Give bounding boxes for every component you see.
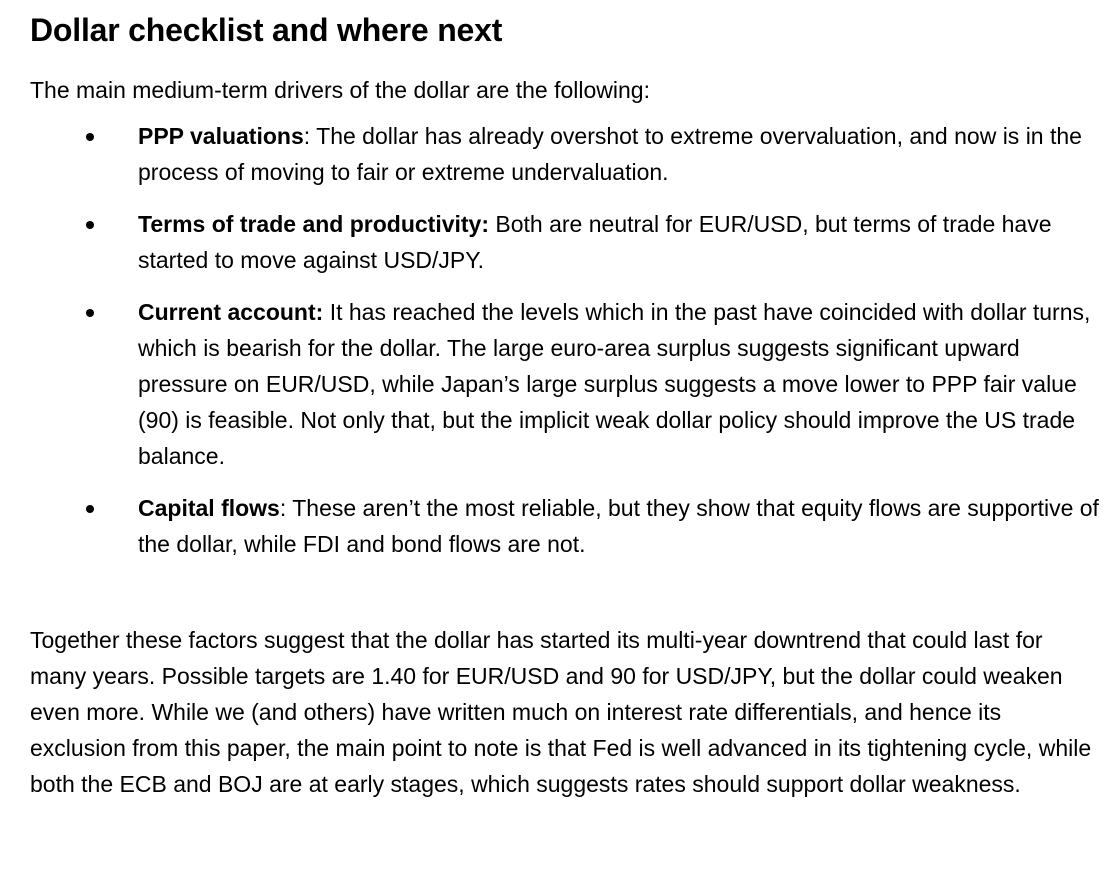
driver-term: PPP valuations bbox=[138, 123, 304, 149]
intro-paragraph: The main medium-term drivers of the dollar are the following: bbox=[30, 77, 650, 103]
driver-separator: : bbox=[303, 123, 317, 149]
driver-text: It has reached the levels which in the past have coincided with dollar turns, which is bearish for the dollar. The large euro-area surplus suggests significant upward pressure on EUR/USD, while Japan’s large surplus suggests a move lower to PPP fair value (90) is feasible. Not only that, but the implicit weak dollar policy should improve the US trade balance. bbox=[138, 299, 1091, 469]
section-heading: Dollar checklist and where next bbox=[30, 12, 503, 48]
bullet-icon bbox=[86, 133, 94, 141]
driver-capital-flows bbox=[30, 490, 1100, 562]
driver-text: These aren’t the most reliable, but they show that equity flows are supportive of the dollar, while FDI and bond flows are not. bbox=[138, 495, 1099, 557]
bullet-icon bbox=[86, 505, 94, 513]
driver-term: Capital flows bbox=[138, 495, 280, 521]
driver-text: Both are neutral for EUR/USD, but terms of trade have started to move against USD/JPY. bbox=[138, 211, 1052, 273]
driver-terms-of-trade bbox=[30, 206, 1100, 278]
bullet-icon bbox=[86, 309, 94, 317]
document-page bbox=[30, 10, 1100, 802]
drivers-list bbox=[30, 118, 1100, 562]
driver-separator: : bbox=[279, 495, 293, 521]
conclusion-paragraph: Together these factors suggest that the dollar has started its multi-year downtrend that could last for many years. Possible targets are 1.40 for EUR/USD and 90 for USD/JPY, but the dollar could weaken even more. While we (and others) have written much on interest rate differentials, and hence its exclusion from this paper, the main point to note is that Fed is well advanced in its tightening cycle, while both the ECB and BOJ are at early stages, which suggests rates should support dollar weakness. bbox=[30, 627, 1092, 797]
bullet-icon bbox=[86, 221, 94, 229]
driver-current-account bbox=[30, 294, 1100, 474]
driver-term: Current account: bbox=[138, 299, 324, 325]
driver-term: Terms of trade and productivity: bbox=[138, 211, 490, 237]
driver-ppp-valuations bbox=[30, 118, 1100, 190]
driver-text: The dollar has already overshot to extreme overvaluation, and now is in the process of moving to fair or extreme undervaluation. bbox=[138, 123, 1082, 185]
